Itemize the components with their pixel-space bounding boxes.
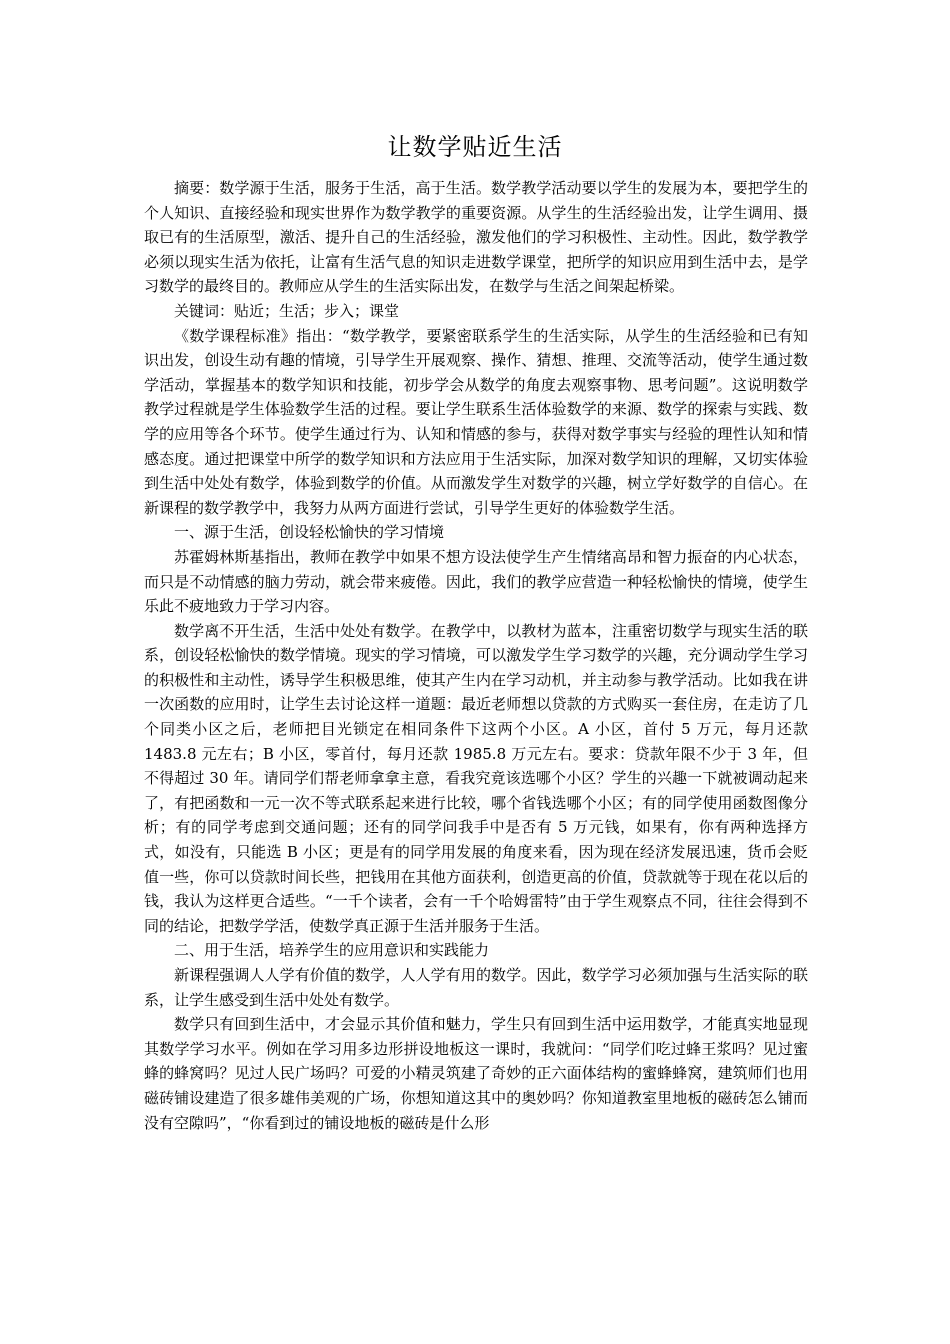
body-paragraph: 数学离不开生活，生活中处处有数学。在教学中，以教材为蓝本，注重密切数学与现实生活的联系，创设轻松愉快的数学情境。现实的学习情境，可以激发学生学习数学的兴趣，充分调动学生学习的积极性和主动性，诱导学生积极思维，使其产生内在学习动机，并主动参与教学活动。比如我在讲一次函数的应用时，让学生去讨论这样一道题：最近老师想以贷款的方式购买一套住房，在走访了几个同类小区之后，老师把目光锁定在相同条件下这两个小区。A 小区，首付 5 万元，每月还款 1483.8 元左右；B 小区，零首付，每月还款 1985.8 万元左右。要求：贷款年限不少于 3 年，但不得超过 30 年。请同学们帮老师拿拿主意，看我究竟该选哪个小区？学生的兴趣一下就被调动起来了，有把函数和一元一次不等式联系起来进行比较，哪个省钱选哪个小区；有的同学使用函数图像分析；有的同学考虑到交通问题；还有的同学问我手中是否有 5 万元钱，如果有，你有两种选择方式，如没有，只能选 B 小区；更是有的同学用发展的角度来看，因为现在经济发展迅速，货币会贬值一些，你可以贷款时间长些，把钱用在其他方面获利，创造更高的价值，贷款就等于现在花以后的钱，我认为这样更合适些。“一千个读者，会有一千个哈姆雷特”由于学生观察点不同，往往会得到不同的结论，把数学学活，使数学真正源于生活并服务于生活。 <box>144 621 808 935</box>
abstract-paragraph: 摘要：数学源于生活，服务于生活，高于生活。数学教学活动要以学生的发展为本，要把学生的个人知识、直接经验和现实世界作为数学教学的重要资源。从学生的生活经验出发，让学生调用、摄取已有的生活原型，激活、提升自己的生活经验，激发他们的学习积极性、主动性。因此，数学教学必须以现实生活为依托，让富有生活气息的知识走进数学课堂，把所学的知识应用到生活中去，是学习数学的最终目的。教师应从学生的生活实际出发，在数学与生活之间架起桥梁。 <box>144 179 808 296</box>
keywords-paragraph: 关键词：贴近；生活；步入；课堂 <box>174 301 400 320</box>
document-body <box>144 176 808 1135</box>
body-paragraph: 苏霍姆林斯基指出，教师在教学中如果不想方设法使学生产生情绪高昂和智力振奋的内心状态，而只是不动情感的脑力劳动，就会带来疲倦。因此，我们的教学应营造一种轻松愉快的情境，使学生乐此不疲地致力于学习内容。 <box>144 547 808 616</box>
body-paragraph: 《数学课程标准》指出：“数学教学，要紧密联系学生的生活实际，从学生的生活经验和已有知识出发，创设生动有趣的情境，引导学生开展观察、操作、猜想、推理、交流等活动，使学生通过数学活动，掌握基本的数学知识和技能，初步学会从数学的角度去观察事物、思考问题”。这说明数学教学过程就是学生体验数学生活的过程。要让学生联系生活体验数学的来源、数学的探索与实践、数学的应用等各个环节。使学生通过行为、认知和情感的参与，获得对数学事实与经验的理性认知和情感态度。通过把课堂中所学的数学知识和方法应用于生活实际，加深对数学知识的理解，又切实体验到生活中处处有数学，体验到数学的价值。从而激发学生对数学的兴趣，树立学好数学的自信心。在新课程的数学教学中，我努力从两方面进行尝试，引导学生更好的体验数学生活。 <box>144 326 808 517</box>
document-title: 让数学贴近生活 <box>387 133 563 161</box>
body-paragraph: 新课程强调人人学有价值的数学，人人学有用的数学。因此，数学学习必须加强与生活实际的联系，让学生感受到生活中处处有数学。 <box>144 966 808 1009</box>
section-heading: 一、源于生活，创设轻松愉快的学习情境 <box>174 523 445 542</box>
body-paragraph: 数学只有回到生活中，才会显示其价值和魅力，学生只有回到生活中运用数学，才能真实地显现其数学学习水平。例如在学习用多边形拼设地板这一课时，我就问：“同学们吃过蜂王浆吗？见过蜜蜂的蜂窝吗？见过人民广场吗？可爱的小精灵筑建了奇妙的正六面体结构的蜜蜂蜂窝，建筑师们也用磁砖铺设建造了很多雄伟美观的广场，你想知道这其中的奥妙吗？你知道教室里地板的磁砖怎么铺而没有空隙吗”，“你看到过的铺设地板的磁砖是什么形 <box>144 1015 808 1132</box>
section-heading: 二、用于生活，培养学生的应用意识和实践能力 <box>174 941 490 960</box>
